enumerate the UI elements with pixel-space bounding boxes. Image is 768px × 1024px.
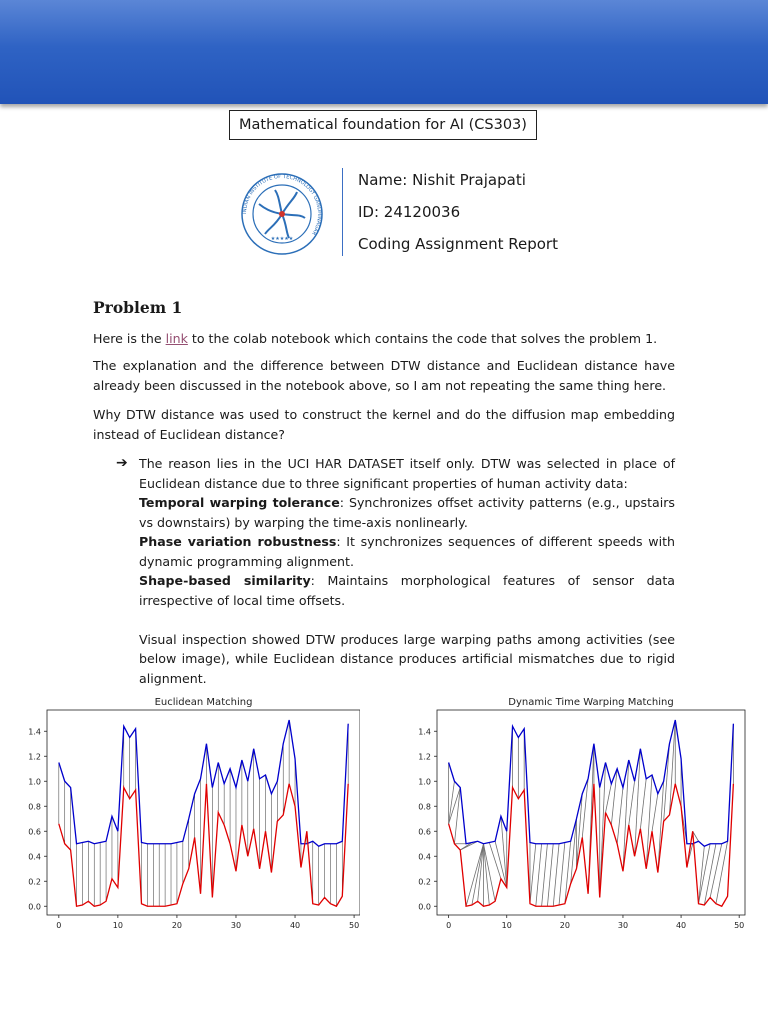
- match-line: [478, 844, 484, 902]
- header-band: [0, 0, 768, 104]
- x-tick-label: 30: [230, 921, 242, 930]
- bullet-intro: The reason lies in the UCI HAR DATASET itself only. DTW was selected in place of Euclidean distance due to three significant properties of human activity data:: [139, 456, 675, 491]
- y-tick-label: 1.2: [418, 752, 431, 762]
- y-tick-label: 0.4: [28, 852, 41, 862]
- y-tick-label: 0.0: [28, 902, 41, 912]
- match-line: [542, 844, 548, 907]
- colab-link[interactable]: link: [165, 331, 188, 346]
- x-tick-label: 10: [501, 921, 512, 930]
- match-line: [536, 844, 542, 907]
- match-line: [472, 844, 484, 905]
- y-tick-label: 0.4: [418, 852, 431, 862]
- property-shape: Shape-based similarity: Maintains morphological features of sensor data irrespective of local time offsets.: [139, 573, 675, 608]
- student-name: Name: Nishit Prajapati: [358, 171, 526, 189]
- bullet-content: [139, 454, 675, 688]
- visual-inspection: Visual inspection showed DTW produces large warping paths among activities (see below image), while Euclidean distance produces artificial mismatches due to rigid alignment.: [139, 631, 675, 686]
- x-tick-label: 20: [171, 921, 183, 930]
- match-line: [449, 781, 455, 824]
- match-line: [699, 846, 705, 904]
- match-line: [606, 784, 612, 813]
- property-temporal: Temporal warping tolerance: Synchronizes offset activity patterns (e.g., upstairs vs downstairs) by warping the time-axis nonlinearly.: [139, 495, 675, 530]
- problem-heading: Problem 1: [93, 298, 183, 317]
- match-line: [699, 844, 711, 904]
- y-tick-label: 1.4: [28, 727, 41, 737]
- y-tick-label: 1.2: [28, 752, 41, 762]
- match-line: [617, 788, 623, 844]
- y-tick-label: 1.0: [28, 777, 41, 787]
- dtw-chart: [410, 690, 755, 940]
- match-line: [489, 843, 501, 879]
- logo-ring-text: INDIAN INSTITUTE OF TECHNOLOGY GANDHINAGAR: [241, 173, 323, 237]
- match-line: [559, 843, 565, 906]
- match-line: [640, 779, 646, 829]
- match-line: [664, 744, 670, 822]
- logo-stars: ★★★★★: [270, 236, 294, 242]
- y-tick-label: 0.2: [418, 877, 431, 887]
- arrow-bullet-icon: ➔: [116, 455, 128, 471]
- match-line: [652, 794, 658, 832]
- x-tick-label: 40: [675, 921, 687, 930]
- course-title: Mathematical foundation for AI (CS303): [229, 110, 537, 140]
- x-tick-label: 0: [446, 921, 452, 930]
- property-phase: Phase variation robustness: It synchronizes sequences of different speeds with dynamic programming alignment.: [139, 534, 675, 569]
- y-tick-label: 1.4: [418, 727, 431, 737]
- x-tick-label: 0: [56, 921, 62, 930]
- series-line-red: [449, 784, 734, 907]
- match-line: [553, 844, 559, 907]
- institute-logo: [237, 172, 327, 256]
- x-tick-label: 50: [734, 921, 745, 930]
- x-tick-label: 50: [349, 921, 360, 930]
- x-tick-label: 30: [617, 921, 629, 930]
- paragraph-explanation: The explanation and the difference between DTW distance and Euclidean distance have already been discussed in the notebook above, so I am not repeating the same thing here.: [93, 358, 675, 393]
- y-tick-label: 0.0: [418, 902, 431, 912]
- student-id: ID: 24120036: [358, 203, 461, 221]
- series-line-red: [59, 784, 348, 907]
- paragraph-question: Why DTW distance was used to construct the kernel and do the diffusion map embedding instead of Euclidean distance?: [93, 407, 675, 442]
- y-tick-label: 0.8: [28, 802, 41, 812]
- report-title: Coding Assignment Report: [358, 235, 558, 253]
- match-line: [716, 841, 728, 904]
- match-line: [530, 844, 536, 904]
- euclidean-chart: [20, 690, 360, 940]
- match-line: [466, 844, 483, 907]
- match-line: [629, 781, 635, 825]
- match-line: [646, 775, 652, 869]
- match-line: [483, 844, 489, 905]
- match-line: [483, 844, 495, 902]
- match-line: [547, 844, 553, 907]
- y-tick-label: 0.6: [28, 827, 41, 837]
- x-tick-label: 20: [559, 921, 570, 930]
- y-tick-label: 0.8: [418, 802, 431, 812]
- y-tick-label: 0.2: [28, 877, 41, 887]
- match-line: [710, 844, 722, 898]
- chart-title: Dynamic Time Warping Matching: [508, 697, 674, 708]
- chart-title: Euclidean Matching: [154, 697, 253, 708]
- y-tick-label: 1.0: [418, 777, 431, 787]
- y-tick-label: 0.6: [418, 827, 431, 837]
- x-tick-label: 40: [289, 921, 301, 930]
- header-divider: [342, 168, 343, 256]
- x-tick-label: 10: [112, 921, 123, 930]
- paragraph-link: Here is the link to the colab notebook which contains the code that solves the problem 1.: [93, 331, 658, 346]
